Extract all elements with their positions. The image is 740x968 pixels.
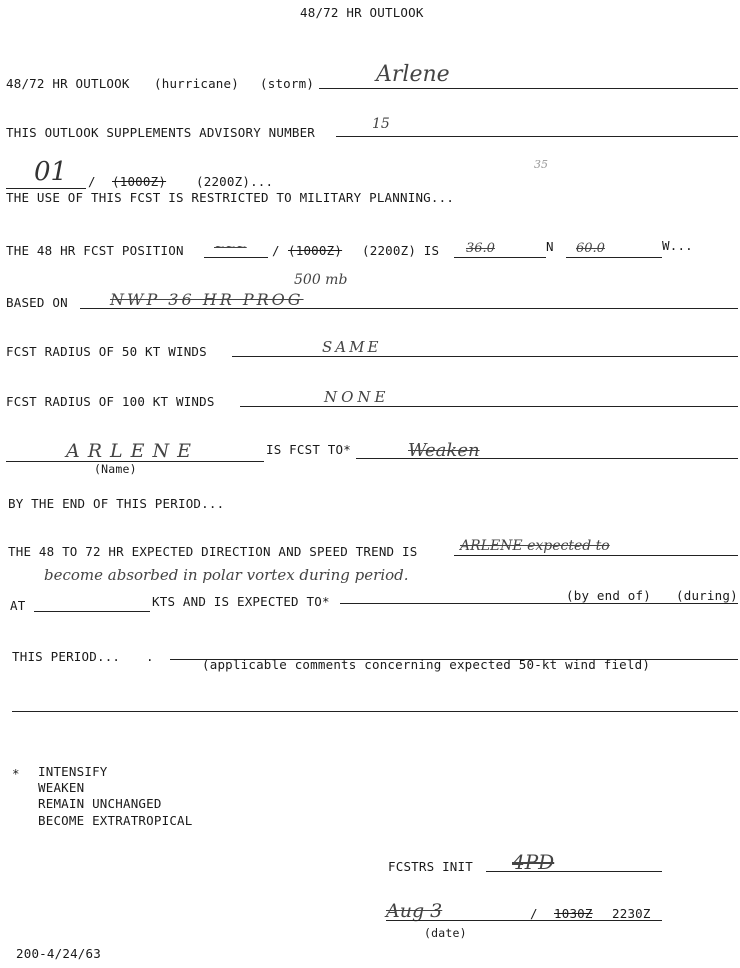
initials-label: FCSTRS INIT bbox=[388, 859, 473, 874]
restriction-text: THE USE OF THIS FCST IS RESTRICTED TO MILITARY PLANNING... bbox=[6, 190, 455, 205]
longitude-line bbox=[566, 257, 662, 258]
advisory-number-value[interactable]: 15 bbox=[372, 116, 390, 132]
option-intensify: INTENSIFY bbox=[38, 764, 108, 779]
west-label: W... bbox=[662, 238, 693, 253]
based-on-superscript: 500 mb bbox=[294, 272, 348, 288]
at-label: AT bbox=[10, 598, 26, 613]
speed-line bbox=[34, 611, 150, 612]
option-during: (during) bbox=[676, 588, 738, 603]
this-period-dot: . bbox=[146, 649, 154, 664]
storm-name-line bbox=[319, 88, 738, 89]
trend-value[interactable]: ARLENE expected to bbox=[460, 538, 610, 554]
radius-50kt-line bbox=[232, 356, 738, 357]
option-remain-unchanged: REMAIN UNCHANGED bbox=[38, 796, 162, 811]
radius-100kt-line bbox=[240, 406, 738, 407]
storm-name-value[interactable]: Arlene bbox=[376, 62, 450, 87]
latitude-line bbox=[454, 257, 546, 258]
name-caption: (Name) bbox=[94, 462, 137, 476]
expected-to-line bbox=[340, 603, 738, 604]
trend-line bbox=[454, 555, 738, 556]
footer-slash: / bbox=[530, 906, 538, 921]
date-slash: / bbox=[88, 174, 96, 189]
option-weaken: WEAKEN bbox=[38, 780, 85, 795]
time-2200z: (2200Z)... bbox=[196, 174, 274, 189]
advisory-number-line bbox=[336, 136, 738, 137]
option-storm: (storm) bbox=[260, 76, 315, 91]
longitude-value[interactable]: 60.0 bbox=[576, 241, 605, 256]
comments-caption: (applicable comments concerning expected 50-kt wind field) bbox=[202, 657, 651, 672]
latitude-value[interactable]: 36.0 bbox=[466, 241, 495, 256]
position-slash: / bbox=[272, 243, 280, 258]
forecast-to-value[interactable]: Weaken bbox=[408, 440, 480, 461]
date-caption: (date) bbox=[424, 926, 467, 940]
end-of-period-label: BY THE END OF THIS PERIOD... bbox=[8, 496, 225, 511]
option-become-extratropical: BECOME EXTRATROPICAL bbox=[38, 813, 193, 828]
this-period-label: THIS PERIOD... bbox=[12, 649, 121, 664]
option-hurricane: (hurricane) bbox=[154, 76, 239, 91]
footer-time-2230z: 2230Z bbox=[612, 906, 651, 921]
kts-label: KTS AND IS EXPECTED TO* bbox=[152, 594, 330, 609]
trend-label: THE 48 TO 72 HR EXPECTED DIRECTION AND SPEED TREND IS bbox=[8, 544, 418, 559]
date-value[interactable]: 01 bbox=[34, 157, 68, 187]
based-on-label: BASED ON bbox=[6, 295, 68, 310]
radius-50kt-label: FCST RADIUS OF 50 KT WINDS bbox=[6, 344, 207, 359]
based-on-value[interactable]: NWP 36 HR PROG bbox=[110, 290, 304, 309]
trend-value-cont[interactable]: become absorbed in polar vortex during period. bbox=[44, 566, 409, 584]
form-number: 200-4/24/63 bbox=[16, 946, 101, 961]
north-label: N bbox=[546, 239, 554, 254]
options-asterisk: * bbox=[12, 766, 20, 781]
position-date-line bbox=[204, 257, 268, 258]
time-1000z: (1000Z) bbox=[112, 174, 167, 189]
advisory-label: THIS OUTLOOK SUPPLEMENTS ADVISORY NUMBER bbox=[6, 125, 316, 140]
position-time-1000z: (1000Z) bbox=[288, 243, 343, 258]
initials-value[interactable]: 4PD bbox=[512, 850, 555, 874]
footer-time-1030z: 1030Z bbox=[554, 906, 593, 921]
margin-note: 35 bbox=[534, 158, 548, 171]
page-title: 48/72 HR OUTLOOK bbox=[300, 5, 424, 20]
radius-100kt-value[interactable]: NONE bbox=[324, 388, 390, 406]
comments-line-2 bbox=[12, 711, 738, 712]
position-date-scrawl: ~~~ bbox=[214, 240, 247, 255]
date-value-footer[interactable]: Aug 3 bbox=[386, 900, 443, 922]
date-line bbox=[6, 188, 86, 189]
position-time-2200z: (2200Z) IS bbox=[362, 243, 440, 258]
radius-50kt-value[interactable]: SAME bbox=[322, 338, 382, 356]
position-label: THE 48 HR FCST POSITION bbox=[6, 243, 184, 258]
storm-name-value-2[interactable]: ARLENE bbox=[66, 440, 200, 462]
forecast-to-label: IS FCST TO* bbox=[266, 442, 351, 457]
outlook-label: 48/72 HR OUTLOOK bbox=[6, 76, 130, 91]
option-by-end-of: (by end of) bbox=[566, 588, 651, 603]
radius-100kt-label: FCST RADIUS OF 100 KT WINDS bbox=[6, 394, 215, 409]
